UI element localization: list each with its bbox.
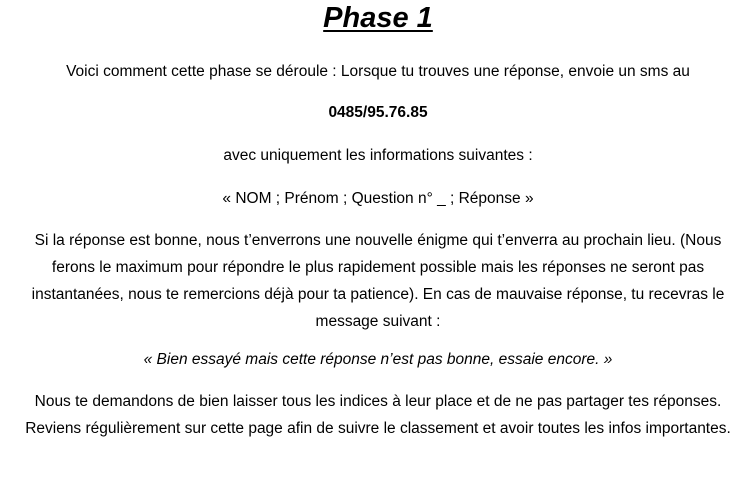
- rules-paragraph: Si la réponse est bonne, nous t’enverrons une nouvelle énigme qui t’enverra au prochain lieu. (Nous ferons le maximum pour répondre le plus rapidement possible mais les réponses ne seront pas instantanées, nous te remercions déjà pour ta patience). En cas de mauvaise réponse, tu recevras le message suivant :: [31, 232, 725, 330]
- page-title: Phase 1: [323, 2, 433, 34]
- info-instruction: avec uniquement les informations suivantes :: [223, 147, 533, 164]
- closing-paragraph: Nous te demandons de bien laisser tous les indices à leur place et de ne pas partager tes réponses. Reviens régulièrement sur cette page afin de suivre le classement et avoir toutes les infos importantes.: [25, 393, 731, 437]
- intro-paragraph: Voici comment cette phase se déroule : Lorsque tu trouves une réponse, envoie un sms au: [66, 63, 690, 80]
- phone-number: 0485/95.76.85: [328, 104, 428, 121]
- wrong-answer-message: « Bien essayé mais cette réponse n’est pas bonne, essaie encore. »: [143, 351, 613, 368]
- sms-format: « NOM ; Prénom ; Question n° _ ; Réponse »: [222, 190, 534, 207]
